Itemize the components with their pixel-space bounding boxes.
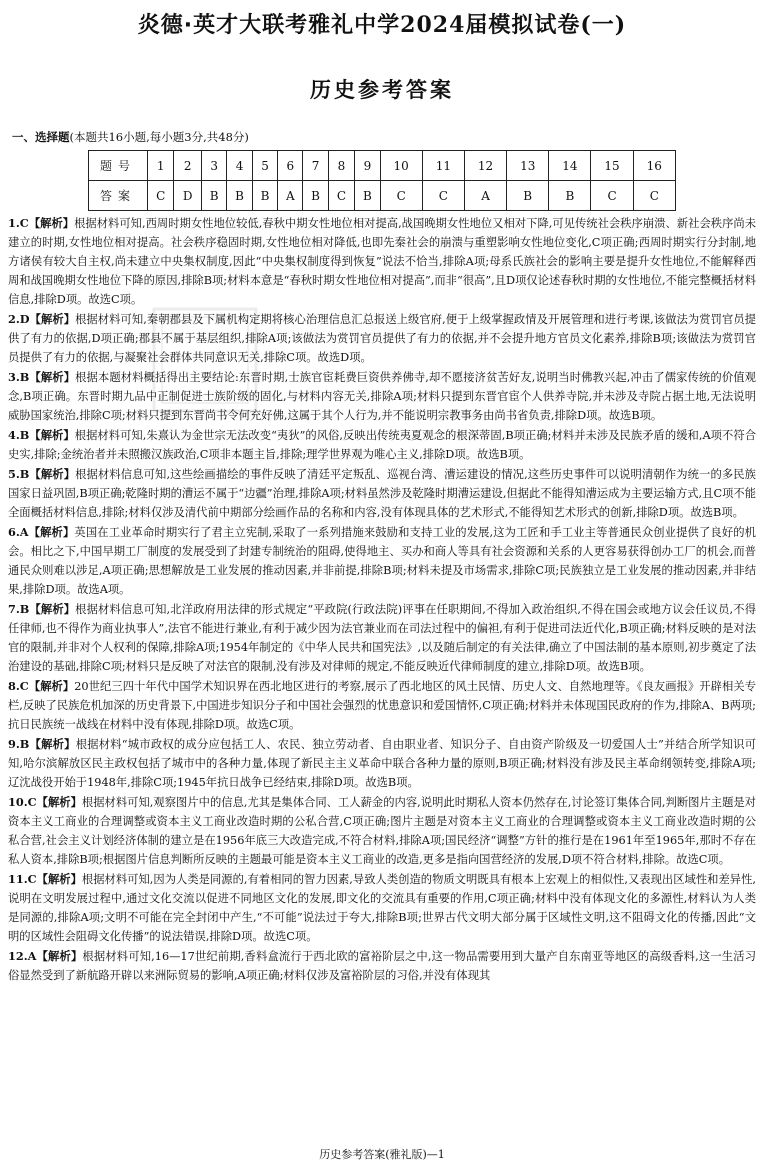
question-number-cell: 11 — [422, 151, 464, 181]
page-footer: 历史参考答案(雅礼版)—1 — [319, 1148, 445, 1161]
explanation-item — [8, 214, 756, 309]
item-number: 4.B — [8, 428, 30, 442]
answer-cell: C — [422, 181, 464, 211]
item-text: 根据材料“城市政权的成分应包括工人、农民、独立劳动者、自由职业者、知识分子、自由资产阶级及一切爱国人士”并结合所学知识可知,哈尔滨解放区民主政权包括了城市中的各种力量,体现了新民主主义革命中联合各种力量的原则,B项正确;材料没有涉及民主革命纲领转变,排除A项;辽沈战役开始于1948年,排除C项;1945年抗日战争已经结束,排除D项。故选B项。 — [8, 738, 756, 789]
explanation-item — [8, 677, 756, 734]
item-tag: 【解析】 — [29, 602, 76, 616]
explanation-item — [8, 735, 756, 792]
explanation-item — [8, 600, 756, 676]
answer-cell: B — [303, 181, 328, 211]
item-tag: 【解析】 — [36, 795, 82, 809]
item-text: 根据本题材料概括得出主要结论:东晋时期,士族官宦耗费巨资供养佛寺,却不愿接济贫苦好友,说明当时佛教兴起,冲击了儒家传统的价值观念,B项正确。东晋时期九品中正制促进士族阶级的固化,与材料内容无关,排除A项;材料只提到东晋官宦个人供养寺院,并未涉及寺院占据土地,无法说明威胁国家统治,排除C项;材料只提到东晋尚书令何充好佛,这属于其个人行为,并不能说明宗教事务由尚书省负责,排除D项。故选B项。 — [8, 371, 756, 422]
question-number-cell: 15 — [591, 151, 633, 181]
item-tag: 【解析】 — [29, 428, 75, 442]
question-number-cell: 1 — [148, 151, 174, 181]
answer-cell: A — [464, 181, 506, 211]
item-tag: 【解析】 — [36, 872, 82, 886]
item-text: 根据材料可知,16—17世纪前期,香料盒流行于西北欧的富裕阶层之中,这一物品需要用到大量产自东南亚等地区的高级香料,这一生活习俗显然受到了新航路开辟以来洲际贸易的影响,A项正确;材料仅涉及富裕阶层的习俗,并没有体现其 — [8, 950, 756, 982]
answer-cell: C — [328, 181, 354, 211]
question-number-cell: 3 — [201, 151, 226, 181]
page-title: 历史参考答案 — [310, 78, 454, 102]
item-tag: 【解析】 — [29, 737, 76, 751]
answer-cell: C — [591, 181, 633, 211]
explanation-item — [8, 426, 756, 464]
question-number-cell: 9 — [355, 151, 380, 181]
explanation-item — [8, 368, 756, 425]
item-text: 根据材料可知,观察图片中的信息,尤其是集体合同、工人薪金的内容,说明此时期私人资本仍然存在,讨论签订集体合同,判断图片主题是对资本主义工商业的合理调整或资本主义工商业改造时期的公私合营,C项正确;图片主题是对资本主义工商业的合理调整或资本主义工商业改造时期的公私合营,社会主义计划经济体制的建立是在1956年底三大改造完成,不符合材料,排除A项;国民经济“调整”方针的推行是在1961年至1965年,那时不存在私人资本,排除B项;根据图片信息判断所反映的主题最可能是资本主义工商业的改造,更多是指向国营经济的发展,D项不符合材料,排除。故选C项。 — [8, 796, 756, 866]
item-text: 根据材料可知,因为人类是同源的,有着相同的智力因素,导致人类创造的物质文明既具有根本上宏观上的相似性,又表现出区域性和差异性,说明在文明发展过程中,通过文化交流以促进不同地区文化的发展,即文化的交流具有重要的作用,C项正确;材料中没有体现文化的多源性,材料认为人类是同源的,排除A项;文明不可能在完全封闭中产生,“不可能”说法过于夸大,排除B项;世界古代文明大部分属于区域性文明,这不阻碍文化的传播,因此“文明的区域性会阻碍文化传播”的说法错误,排除D项。故选C项。 — [8, 873, 756, 943]
exam-title: 雅礼中学2024届模拟试卷(一) — [308, 12, 627, 38]
answer-cell: A — [278, 181, 303, 211]
answer-cell: C — [633, 181, 675, 211]
question-number-cell: 13 — [507, 151, 549, 181]
answer-table — [88, 150, 676, 211]
answer-cell: B — [201, 181, 226, 211]
answer-cell: D — [174, 181, 202, 211]
exam-brand: 炎德·英才大联考 — [137, 13, 309, 38]
question-number-cell: 12 — [464, 151, 506, 181]
item-number: 2.D — [8, 312, 30, 326]
section-title: 一、选择题 — [12, 130, 70, 144]
number-row-label: 题号 — [89, 151, 148, 181]
item-text: 根据材料信息可知,北洋政府用法律的形式规定“平政院(行政法院)评事在任职期间,不得加入政治组织,不得在国会或地方议会任议员,不得任律师,也不得作为商业执事人”,法官不能进行兼业,有利于减少因为法官兼业而在司法过程中的偏袒,有利于促进司法近代化,B项正确;材料反映的是对法官的限制,并非对个人权利的保障,排除A项;1954年制定的《中华人民共和国宪法》,以及随后制定的有关法律,确立了中国法制的基本原则,初步奠定了法治建设的基础,排除C项;材料只是反映了对法官的限制,没有涉及对律师的规定,不能反映近代律师制度的建立,排除D项。故选B项。 — [8, 603, 756, 673]
item-number: 5.B — [8, 467, 30, 481]
item-text: 根据材料信息可知,这些绘画描绘的事件反映了清廷平定叛乱、巡视台湾、漕运建设的情况,这些历史事件可以说明清朝作为统一的多民族国家日益巩固,B项正确;乾隆时期的漕运不属于“边疆”治理,排除A项;材料虽然涉及乾隆时期漕运建设,但据此不能得知漕运成为主要运输方式,且C项不能全面概括材料信息,排除;材料仅涉及清代前中期部分绘画作品的名称和内容,没有体现具体的艺术形式,不能得知艺术形式的创新,排除D项。故选B项。 — [8, 468, 756, 519]
item-tag: 【解析】 — [28, 679, 75, 693]
section-heading — [12, 129, 249, 145]
item-number: 9.B — [8, 737, 30, 751]
question-number-cell: 5 — [252, 151, 277, 181]
item-number: 3.B — [8, 370, 30, 384]
exam-header — [0, 8, 764, 39]
question-number-cell: 4 — [227, 151, 252, 181]
explanation-item — [8, 870, 756, 946]
item-text: 20世纪三四十年代中国学术知识界在西北地区进行的考察,展示了西北地区的风土民情、历史人文、自然地理等。《良友画报》开辟相关专栏,反映了民族危机加深的历史背景下,中国进步知识分子和中国社会强烈的忧患意识和爱国情怀,C项正确;材料并未体现国民政府的作为,排除A、B两项;抗日民族统一战线在材料中没有体现,排除D项。故选C项。 — [8, 680, 756, 731]
item-text: 根据材料可知,秦朝郡县及下属机构定期将核心治理信息汇总报送上级官府,便于上级掌握政情及开展管理和进行考课,该做法为赏罚官员提供了有力的依据,D项正确;郡县不属于基层组织,排除A项;该做法为赏罚官员提供了有力的依据,并不会提升地方官员文化素养,排除B项;该做法为赏罚官员提供了有力的依据,与凝聚社会群体共同意识无关,排除C项。故选D项。 — [8, 313, 756, 364]
question-number-cell: 10 — [380, 151, 422, 181]
answer-table-number-row — [89, 151, 676, 181]
explanation-item — [8, 465, 756, 522]
answer-cell: B — [355, 181, 380, 211]
answer-table-answer-row — [89, 181, 676, 211]
item-tag: 【解析】 — [29, 467, 76, 481]
explanation-list — [8, 214, 756, 986]
item-number: 11.C — [8, 872, 37, 886]
question-number-cell: 7 — [303, 151, 328, 181]
question-number-cell: 8 — [328, 151, 354, 181]
item-tag: 【解析】 — [36, 949, 83, 963]
item-text: 英国在工业革命时期实行了君主立宪制,采取了一系列措施来鼓励和支持工业的发展,这为工匠和手工业主等普通民众创业提供了良好的机会。相比之下,中国早期工厂制度的发展受到了封建专制统治的阻碍,使得地主、买办和商人等具有社会资源和关系的人更容易获得创办工厂的机会,而普通民众则难以涉足,A项正确;思想解放是工业发展的推动因素,并非前提,排除B项;材料未提及市场需求,排除C项;民族独立是工业发展的推动因素,并非结果,排除D项。故选A项。 — [8, 526, 756, 596]
answer-cell: C — [148, 181, 174, 211]
answer-cell: B — [549, 181, 591, 211]
explanation-item — [8, 947, 756, 985]
answer-cell: B — [507, 181, 549, 211]
answer-row-label: 答案 — [89, 181, 148, 211]
item-number: 1.C — [8, 216, 29, 230]
explanation-item — [8, 523, 756, 599]
item-tag: 【解析】 — [28, 525, 75, 539]
explanation-item — [8, 793, 756, 869]
item-number: 10.C — [8, 795, 37, 809]
explanation-item — [8, 310, 756, 367]
item-number: 6.A — [8, 525, 29, 539]
item-tag: 【解析】 — [29, 312, 76, 326]
item-number: 12.A — [8, 949, 37, 963]
question-number-cell: 14 — [549, 151, 591, 181]
item-text: 根据材料可知,西周时期女性地位较低,春秋中期女性地位相对提高,战国晚期女性地位又相对下降,可见传统社会秩序崩溃、新社会秩序尚未建立的时期,女性地位相对提高。社会秩序稳固时期,女性地位相对降低,也即先秦社会的崩溃与重塑影响女性地位变化,C项正确;西周时期实行分封制,地方诸侯有较大自主权,尚未建立中央集权制度,因此“中央集权制度得到恢复”说法不恰当,排除A项;母系氏族社会的影响主要是提升女性地位,不能解释西周和战国晚期女性地位下降的原因,排除B项;材料本意是“春秋时期女性地位相对提高”,而非“很高”,且D项仅论述春秋时期的女性地位,不能完整概括材料信息,排除D项。故选C项。 — [8, 217, 756, 306]
item-number: 8.C — [8, 679, 29, 693]
section-note: (本题共16小题,每小题3分,共48分) — [69, 130, 249, 144]
item-number: 7.B — [8, 602, 30, 616]
question-number-cell: 6 — [278, 151, 303, 181]
question-number-cell: 2 — [174, 151, 202, 181]
item-tag: 【解析】 — [28, 216, 75, 230]
answer-cell: B — [252, 181, 277, 211]
answer-cell: B — [227, 181, 252, 211]
item-text: 根据材料可知,朱熹认为金世宗无法改变“夷狄”的风俗,反映出传统夷夏观念的根深蒂固,B项正确;材料并未涉及民族矛盾的缓和,A项不符合史实,排除;金统治者并未照搬汉族政治,C项非本题主旨,排除;理学世界观为唯心主义,排除D项。故选B项。 — [8, 429, 756, 461]
item-tag: 【解析】 — [29, 370, 76, 384]
answer-cell: C — [380, 181, 422, 211]
question-number-cell: 16 — [633, 151, 675, 181]
